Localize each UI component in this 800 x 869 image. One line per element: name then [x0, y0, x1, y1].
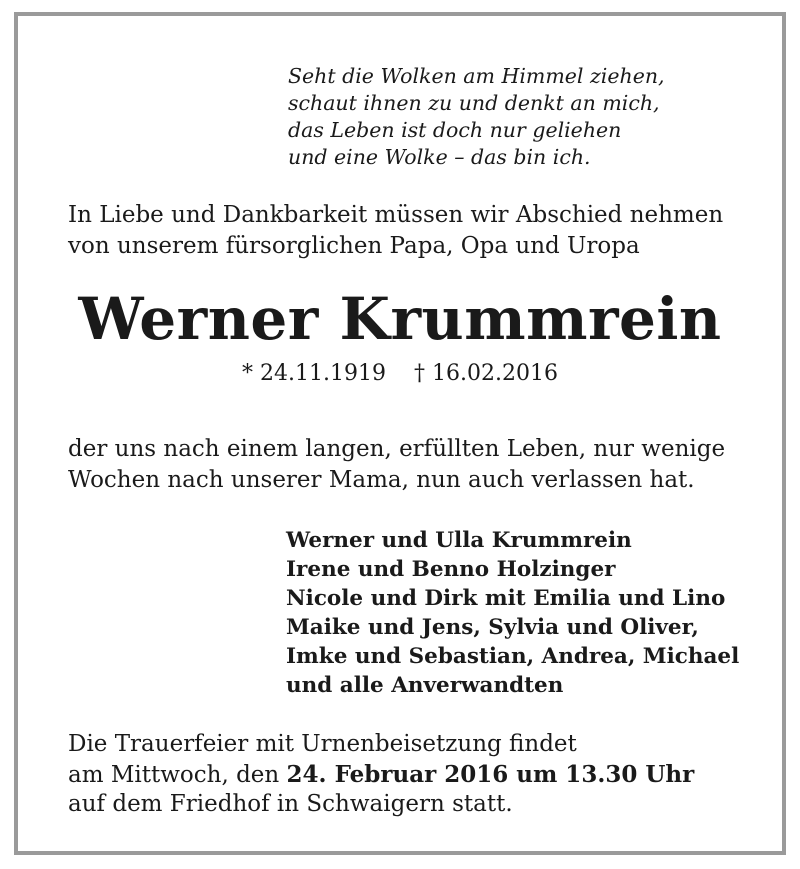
poem-line: schaut ihnen zu und denkt an mich, — [288, 91, 660, 115]
funeral-date-time: 24. Februar 2016 um 13.30 Uhr — [286, 760, 695, 788]
farewell-line: der uns nach einem langen, erfüllten Leben, nur wenige — [68, 436, 726, 462]
life-dates — [18, 360, 782, 388]
mourner-line: Maike und Jens, Sylvia und Oliver, — [286, 615, 699, 640]
poem — [288, 63, 665, 171]
farewell-line: Wochen nach unserer Mama, nun auch verlassen hat. — [68, 467, 695, 493]
mourner-line: und alle Anverwandten — [286, 673, 564, 698]
funeral-notice — [68, 730, 694, 820]
birth-date: * 24.11.1919 — [242, 361, 386, 386]
mourner-line: Irene und Benno Holzinger — [286, 557, 616, 582]
death-date: † 16.02.2016 — [414, 361, 558, 386]
poem-line: Seht die Wolken am Himmel ziehen, — [288, 64, 665, 88]
mourner-line: Nicole und Dirk mit Emilia und Lino — [286, 586, 726, 611]
poem-line: das Leben ist doch nur geliehen — [288, 118, 622, 142]
mourner-line: Werner und Ulla Krummrein — [286, 528, 632, 553]
intro-line: In Liebe und Dankbarkeit müssen wir Abschied nehmen — [68, 202, 724, 228]
funeral-line: auf dem Friedhof in Schwaigern statt. — [68, 791, 513, 817]
obituary-frame — [14, 12, 786, 855]
funeral-line — [68, 760, 694, 791]
deceased-name: Werner Krummrein — [78, 285, 722, 353]
funeral-line: Die Trauerfeier mit Urnenbeisetzung findet — [68, 731, 577, 757]
mourner-line: Imke und Sebastian, Andrea, Michael — [286, 644, 740, 669]
poem-line: und eine Wolke – das bin ich. — [288, 145, 591, 169]
funeral-date-prefix: am Mittwoch, den — [68, 761, 287, 788]
mourners-list — [286, 526, 739, 700]
intro-line: von unserem fürsorglichen Papa, Opa und Uropa — [68, 233, 640, 259]
farewell-text — [68, 434, 725, 496]
intro-text — [68, 200, 723, 262]
